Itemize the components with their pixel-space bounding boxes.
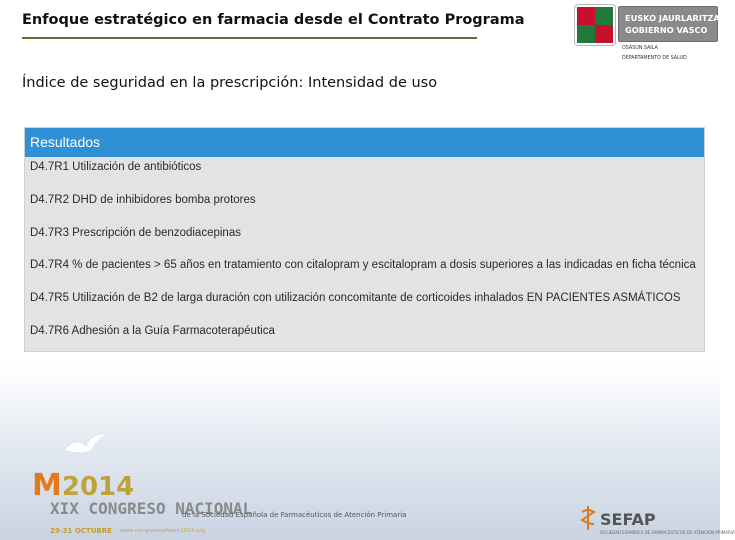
department-name-spanish: DEPARTAMENTO DE SALUD bbox=[622, 56, 687, 61]
result-row-r1: D4.7R1 Utilización de antibióticos bbox=[30, 161, 202, 173]
congress-m-letter: M bbox=[32, 468, 62, 503]
sefap-tagline: SOCIEDAD ESPAÑOLA DE FARMACÉUTICOS DE ATENCIÓN PRIMARIA bbox=[600, 530, 735, 535]
results-header: Resultados bbox=[25, 128, 704, 157]
government-name-spanish: GOBIERNO VASCO bbox=[625, 25, 708, 35]
result-row-r5: D4.7R5 Utilización de B2 de larga duración con utilización concomitante de corticoides inhalados EN PACIENTES ASMÁTICOS bbox=[30, 292, 681, 304]
congress-year bbox=[32, 468, 134, 503]
congress-year-number: 2014 bbox=[61, 472, 135, 502]
congress-dates: 29-31 OCTUBRE bbox=[50, 527, 112, 535]
basque-shield-icon bbox=[574, 4, 616, 46]
sefap-logo-text: SEFAP bbox=[600, 510, 656, 529]
result-row-r6: D4.7R6 Adhesión a la Guía Farmacoterapéutica bbox=[30, 325, 275, 337]
sefap-caduceus-icon bbox=[578, 504, 598, 532]
slide-title: Enfoque estratégico en farmacia desde el Contrato Programa bbox=[22, 12, 525, 28]
result-row-r3: D4.7R3 Prescripción de benzodiacepinas bbox=[30, 227, 241, 239]
results-panel bbox=[24, 127, 705, 352]
government-name-box bbox=[618, 6, 718, 42]
slide-subtitle: Índice de seguridad en la prescripción: Intensidad de uso bbox=[22, 75, 438, 91]
congress-website: www.congresosefapm2014.org bbox=[120, 528, 206, 534]
congress-society: de la Sociedad Española de Farmacéuticos de Atención Primaria bbox=[182, 511, 407, 519]
gobierno-vasco-logo bbox=[574, 4, 720, 66]
result-row-r4: D4.7R4 % de pacientes > 65 años en tratamiento con citalopram y escitalopram a dosis superiores a las indicadas en ficha técnica bbox=[30, 259, 696, 271]
government-name-basque: EUSKO JAURLARITZA bbox=[625, 13, 720, 23]
department-name-basque: OSASUN SAILA bbox=[622, 46, 658, 51]
bird-icon bbox=[62, 430, 112, 458]
title-underline bbox=[22, 37, 477, 39]
congress-name: XIX CONGRESO NACIONAL bbox=[50, 499, 253, 518]
result-row-r2: D4.7R2 DHD de inhibidores bomba protores bbox=[30, 194, 256, 206]
